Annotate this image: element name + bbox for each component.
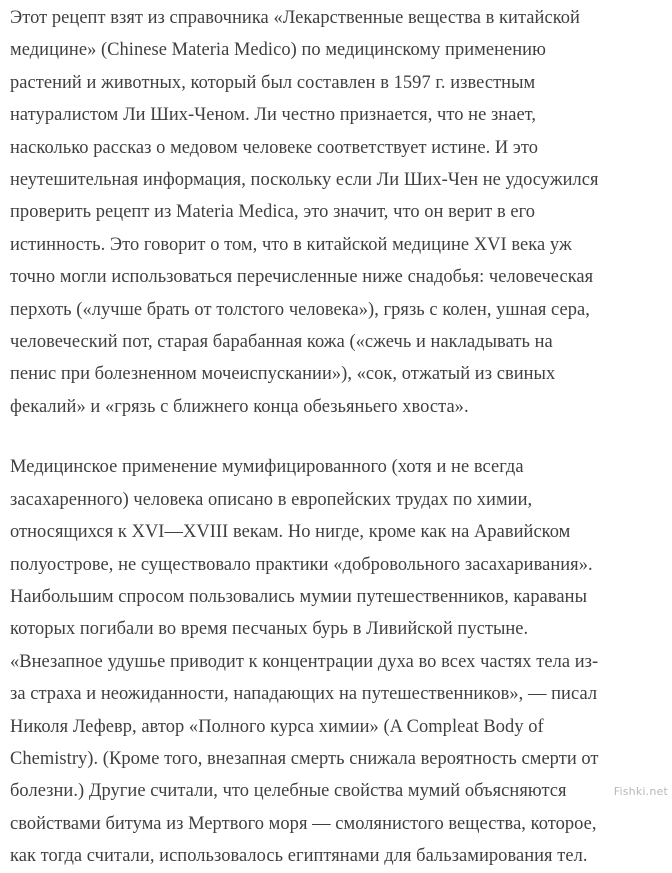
text-line: Медицинское применение мумифицированного (хотя и не всегда <box>10 457 524 478</box>
text-line: неутешительная информация, поскольку если Ли Ших-Чен не удосужился <box>10 170 599 191</box>
text-line: «Внезапное удушье приводит к концентрации духа во всех частях тела из- <box>10 651 599 672</box>
article-body <box>10 2 664 873</box>
text-line: болезни.) Другие считали, что целебные свойства мумий объясняются <box>10 781 567 802</box>
text-line: Chemistry). (Кроме того, внезапная смерть снижала вероятность смерти от <box>10 748 599 769</box>
paragraph-chinese-materia-medica <box>10 2 664 423</box>
text-line: свойствами битума из Мертвого моря — смолянистого вещества, которое, <box>10 813 597 834</box>
text-line: медицине» (Chinese Materia Medico) по медицинскому применению <box>10 40 546 61</box>
text-line: Наибольшим спросом пользовались мумии путешественников, караваны <box>10 586 588 607</box>
text-line: насколько рассказ о медовом человеке соответствует истине. И это <box>10 137 539 158</box>
paragraph-mummies <box>10 451 664 872</box>
text-line: пенис при болезненном мочеиспускании»), «сок, отжатый из свиных <box>10 364 556 385</box>
text-line: за страха и неожиданности, нападающих на путешественников», — писал <box>10 684 598 705</box>
text-line: перхоть («лучше брать от толстого человека»), грязь с колен, ушная сера, <box>10 299 590 320</box>
text-line: Николя Лефевр, автор «Полного курса химии» (A Compleat Body of <box>10 716 544 737</box>
text-line: натуралистом Ли Ших-Ченом. Ли честно признается, что не знает, <box>10 105 537 126</box>
text-line: человеческий пот, старая барабанная кожа («сжечь и накладывать на <box>10 332 553 353</box>
fishki-watermark: Fishki.net <box>613 785 668 798</box>
text-line: фекалий» и «грязь с ближнего конца обезьяньего хвоста». <box>10 396 469 417</box>
text-line: относящихся к XVI—XVIII векам. Но нигде, кроме как на Аравийском <box>10 522 571 543</box>
text-line: как тогда считали, использовалось египтянами для бальзамирования тел. <box>10 846 588 867</box>
text-line: которых погибали во время песчаных бурь в Ливийской пустыне. <box>10 619 529 640</box>
text-line: полуострове, не существовало практики «добровольного засахаривания». <box>10 554 593 575</box>
text-line: точно могли использоваться перечисленные ниже снадобья: человеческая <box>10 267 594 288</box>
text-line: истинность. Это говорит о том, что в китайской медицине XVI века уж <box>10 234 572 255</box>
text-line: засахаренного) человека описано в европейских трудах по химии, <box>10 489 533 510</box>
text-line: проверить рецепт из Materia Medica, это значит, что он верит в его <box>10 202 536 223</box>
text-line: растений и животных, который был составлен в 1597 г. известным <box>10 72 536 93</box>
text-line: Этот рецепт взят из справочника «Лекарственные вещества в китайской <box>10 8 580 28</box>
